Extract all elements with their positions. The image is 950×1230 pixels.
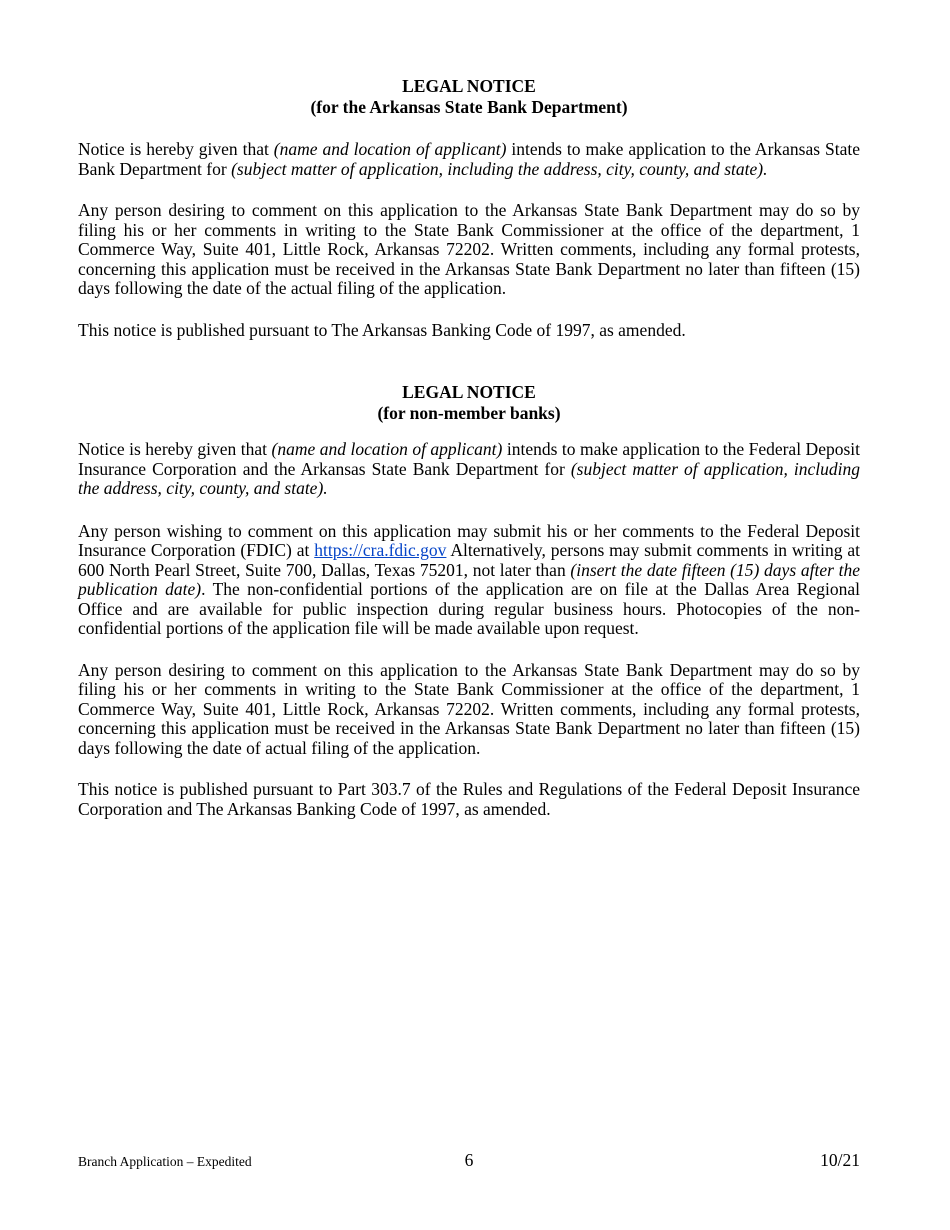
notice2-paragraph-3: Any person desiring to comment on this application to the Arkansas State Bank Department may do so by filing his or her comments in writing to the State Bank Commissioner at the office of the department, 1 Commerce Way, Suite 401, Little Rock, Arkansas 72202. Written comments, including any formal protests, concerning this application must be received in the Arkansas State Bank Department no later than fifteen (15) days following the date of actual filing of the application. [78, 659, 860, 758]
page-footer [78, 1150, 860, 1172]
footer-page-number: 6 [464, 1150, 474, 1170]
notice1-title: LEGAL NOTICE [402, 76, 536, 96]
notice1-paragraph-2: Any person desiring to comment on this application to the Arkansas State Bank Department may do so by filing his or her comments in writing to the State Bank Commissioner at the office of the department, 1 Commerce Way, Suite 401, Little Rock, Arkansas 72202. Written comments, including any formal protests, concerning this application must be received in the Arkansas State Bank Department no later than fifteen (15) days following the date of the actual filing of the application. [78, 200, 860, 298]
document-page [78, 76, 860, 819]
fdic-link[interactable]: https://cra.fdic.gov [314, 540, 447, 560]
notice1-p1-text-c: intends to make application to the Arkansas State Bank Department for [78, 139, 860, 179]
notice1-subtitle: (for the Arkansas State Bank Department) [310, 97, 628, 117]
notice1-p1-placeholder-subject: (subject matter of application, including the address, city, county, and state). [231, 158, 768, 179]
footer-revision-date: 10/21 [820, 1150, 860, 1170]
notice2-p2-placeholder-date: (insert the date fifteen (15) days after the publication date) [78, 559, 860, 599]
notice2-p1-placeholder-subject: (subject matter of application, including the address, city, county, and state). [78, 458, 860, 498]
notice2-paragraph-2 [78, 522, 860, 639]
notice1-p1-text-a: Notice is hereby given that [78, 139, 274, 159]
notice2-paragraph-4: This notice is published pursuant to Part 303.7 of the Rules and Regulations of the Federal Deposit Insurance Corporation and The Arkansas Banking Code of 1997, as amended. [78, 779, 860, 819]
notice1-paragraph-1 [78, 140, 860, 179]
notice2-p1-placeholder-applicant: (name and location of applicant) [271, 439, 503, 459]
notice2-title: LEGAL NOTICE [402, 382, 536, 402]
notice2-subtitle: (for non-member banks) [377, 403, 561, 423]
notice2-p2-text-a: Any person wishing to comment on this application may submit his or her comments to the Federal Deposit Insurance Corporation (FDIC) at [78, 520, 860, 560]
footer-document-name: Branch Application – Expedited [78, 1154, 252, 1169]
notice2-p2-text-b: Alternatively, persons may submit comments in writing at 600 North Pearl Street, Suite 700, Dallas, Texas 75201, not later than [78, 540, 860, 580]
notice2-p2-text-d: . The non-confidential portions of the application are on file at the Dallas Area Regional Office and are available for public inspection during regular business hours. Photocopies of the non-confidential portions of the application file will be made available upon request. [78, 579, 860, 638]
notice1-p1-placeholder-applicant: (name and location of applicant) [273, 139, 507, 159]
notice2-paragraph-1 [78, 440, 860, 499]
notice2-p1-text-c: intends to make application to the Federal Deposit Insurance Corporation and the Arkansas State Bank Department for [78, 439, 860, 479]
notice2-p1-text-a: Notice is hereby given that [78, 439, 272, 459]
notice1-paragraph-3: This notice is published pursuant to The Arkansas Banking Code of 1997, as amended. [78, 319, 686, 340]
